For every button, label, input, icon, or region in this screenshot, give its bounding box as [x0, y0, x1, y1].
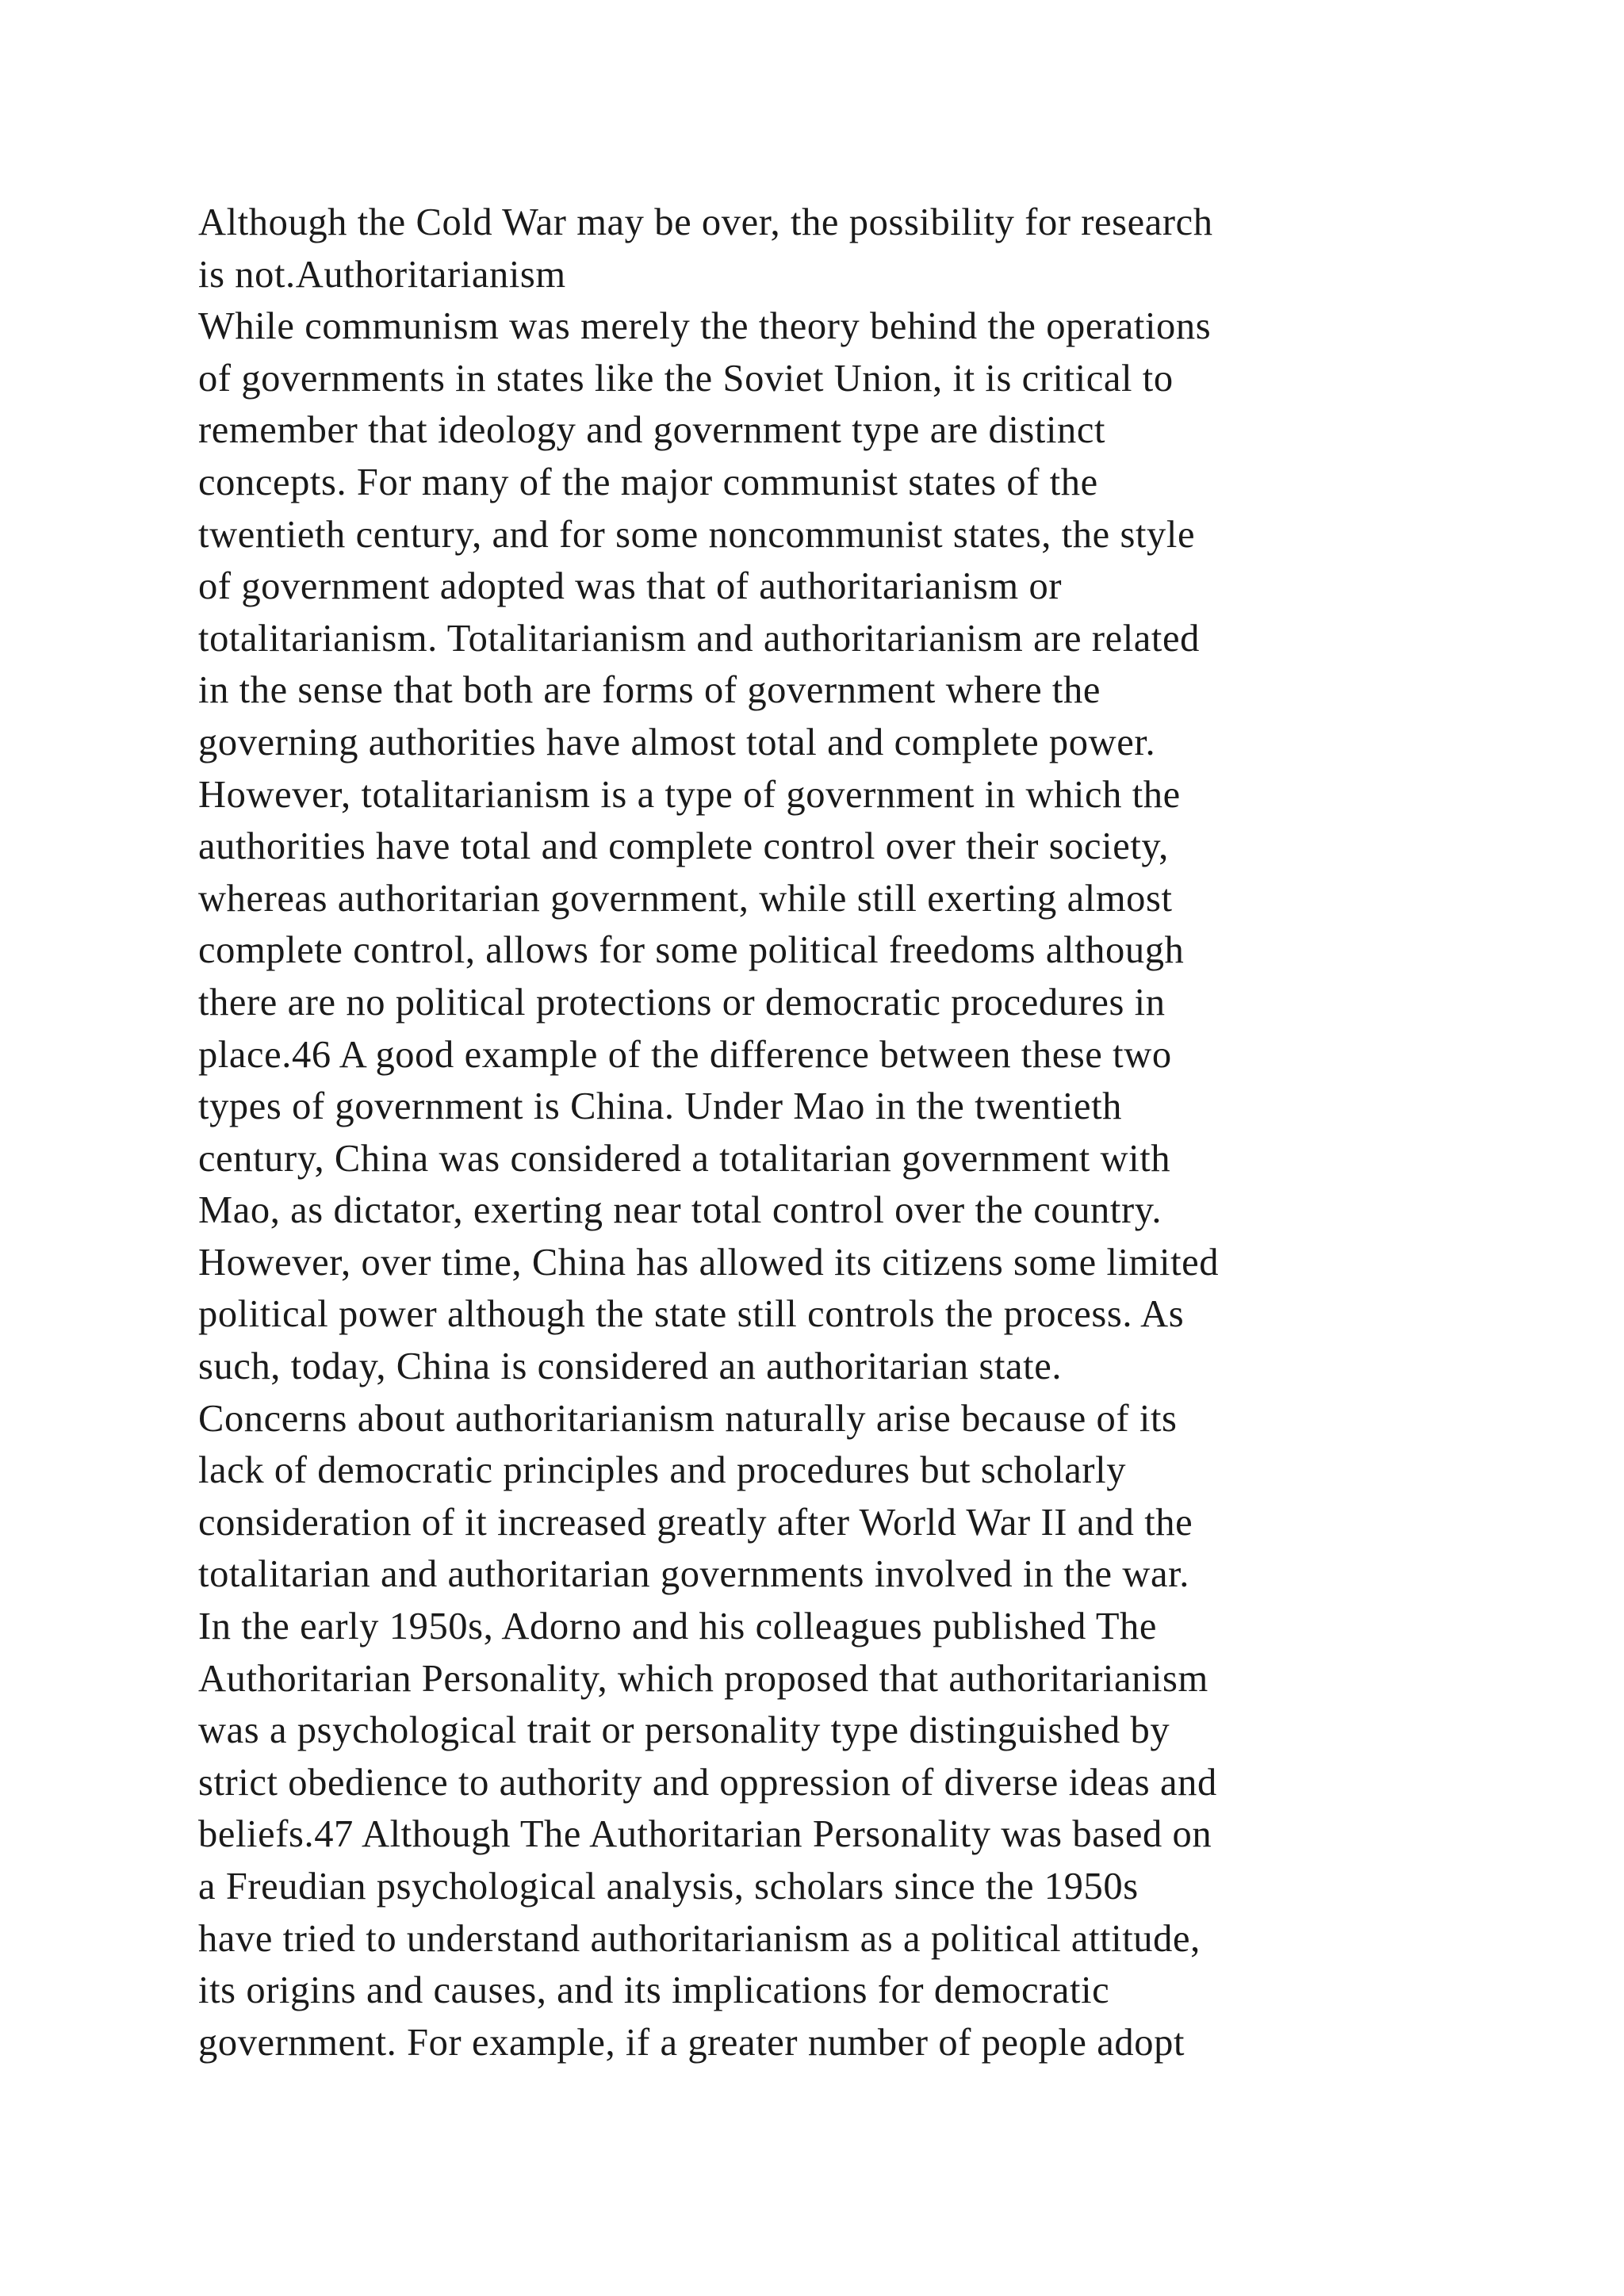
text-line: twentieth century, and for some noncommunist states, the style: [198, 513, 1196, 556]
text-line: consideration of it increased greatly after World War II and the: [198, 1501, 1193, 1544]
text-line: have tried to understand authoritarianism as a political attitude,: [198, 1917, 1201, 1960]
text-line: Authoritarian Personality, which proposed that authoritarianism: [198, 1657, 1208, 1700]
text-line: However, totalitarianism is a type of government in which the: [198, 773, 1181, 816]
text-line: totalitarianism. Totalitarianism and authoritarianism are related: [198, 617, 1200, 660]
text-line: political power although the state still controls the process. As: [198, 1293, 1185, 1336]
text-line: of governments in states like the Soviet Union, it is critical to: [198, 357, 1174, 400]
text-line: is not.Authoritarianism: [198, 253, 566, 296]
text-line: In the early 1950s, Adorno and his colleagues published The: [198, 1605, 1158, 1648]
text-line: governing authorities have almost total and complete power.: [198, 721, 1156, 763]
text-line: concepts. For many of the major communist states of the: [198, 461, 1098, 503]
text-line: types of government is China. Under Mao in the twentieth: [198, 1085, 1123, 1128]
body-text: [198, 197, 1499, 2068]
text-line: Mao, as dictator, exerting near total control over the country.: [198, 1189, 1162, 1232]
text-line: strict obedience to authority and oppression of diverse ideas and: [198, 1761, 1217, 1804]
text-line: beliefs.47 Although The Authoritarian Personality was based on: [198, 1813, 1212, 1856]
text-line: While communism was merely the theory behind the operations: [198, 305, 1212, 348]
text-line: was a psychological trait or personality type distinguished by: [198, 1709, 1170, 1752]
text-line: there are no political protections or democratic procedures in: [198, 981, 1166, 1024]
text-line: Concerns about authoritarianism naturally arise because of its: [198, 1397, 1178, 1440]
text-line: authorities have total and complete control over their society,: [198, 825, 1169, 868]
text-line: Although the Cold War may be over, the possibility for research: [198, 201, 1213, 243]
text-line: in the sense that both are forms of government where the: [198, 669, 1101, 712]
text-line: remember that ideology and government type are distinct: [198, 409, 1106, 452]
text-line: place.46 A good example of the difference between these two: [198, 1033, 1172, 1076]
text-line: complete control, allows for some political freedoms although: [198, 929, 1185, 972]
text-line: However, over time, China has allowed its citizens some limited: [198, 1241, 1220, 1284]
text-line: of government adopted was that of authoritarianism or: [198, 565, 1063, 608]
text-line: totalitarian and authoritarian governments involved in the war.: [198, 1553, 1189, 1596]
text-line: its origins and causes, and its implications for democratic: [198, 1969, 1110, 2012]
text-line: whereas authoritarian government, while still exerting almost: [198, 877, 1173, 920]
text-line: lack of democratic principles and procedures but scholarly: [198, 1449, 1127, 1492]
text-line: a Freudian psychological analysis, scholars since the 1950s: [198, 1866, 1139, 1908]
text-line: such, today, China is considered an authoritarian state.: [198, 1345, 1063, 1388]
text-line: century, China was considered a totalitarian government with: [198, 1137, 1171, 1180]
text-line: government. For example, if a greater number of people adopt: [198, 2021, 1185, 2064]
